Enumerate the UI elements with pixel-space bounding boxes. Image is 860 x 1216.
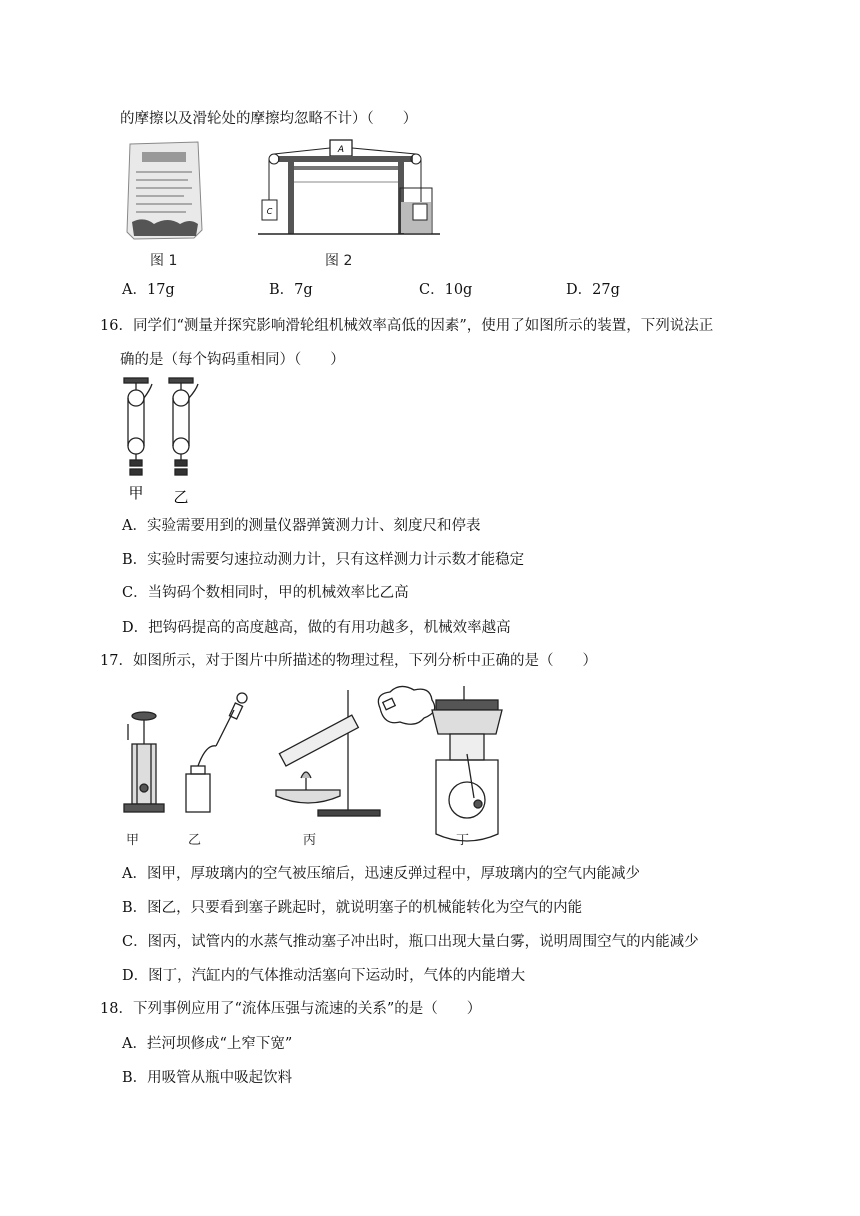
q15-stem-tail: 的摩擦以及滑轮处的摩擦均忽略不计）（ ） xyxy=(120,111,418,127)
q15-figure-2 xyxy=(258,138,440,248)
q16-label-jia: 甲 xyxy=(128,484,144,502)
q17-label-jia: 甲 xyxy=(126,833,140,848)
q17-stem: 17．如图所示，对于图片中所描述的物理过程，下列分析中正确的是（ ） xyxy=(100,653,597,669)
q15-figure-1-caption: 图 1 xyxy=(150,253,178,269)
q18-option-b: B．用吸管从瓶中吸起饮料 xyxy=(122,1070,293,1086)
q15-option-c: C．10g xyxy=(419,282,473,298)
q18-option-a: A．拦河坝修成“上窄下宽” xyxy=(122,1036,293,1052)
q17-figure-energy xyxy=(118,684,508,850)
q16-option-a: A．实验需要用到的测量仪器弹簧测力计、刻度尺和停表 xyxy=(122,518,481,534)
q16-figure-pulleys xyxy=(118,376,210,508)
q16-option-d: D．把钩码提高的高度越高，做的有用功越多，机械效率越高 xyxy=(122,620,511,636)
q17-option-c: C．图丙，试管内的水蒸气推动塞子冲出时，瓶口出现大量白雾，说明周围空气的内能减少 xyxy=(122,934,699,950)
q18-stem: 18．下列事例应用了“流体压强与流速的关系”的是（ ） xyxy=(100,1001,482,1017)
q15-option-b: B．7g xyxy=(269,282,313,298)
q17-label-bing: 丙 xyxy=(303,833,317,848)
q15-option-d: D．27g xyxy=(566,282,620,298)
q17-label-ding: 丁 xyxy=(456,833,470,848)
q16-option-b: B．实验时需要匀速拉动测力计，只有这样测力计示数才能稳定 xyxy=(122,552,525,568)
block-a-label: A xyxy=(337,145,345,155)
weight-c-label: C xyxy=(266,207,273,216)
q16-stem-line1: 16．同学们“测量并探究影响滑轮组机械效率高低的因素”，使用了如图所示的装置，下列说法正 xyxy=(100,318,714,334)
q17-label-yi: 乙 xyxy=(188,833,202,848)
q15-figure-1 xyxy=(124,140,206,242)
q15-figure-2-caption: 图 2 xyxy=(325,253,353,269)
q17-option-d: D．图丁，汽缸内的气体推动活塞向下运动时，气体的内能增大 xyxy=(122,968,526,984)
q17-option-b: B．图乙，只要看到塞子跳起时，就说明塞子的机械能转化为空气的内能 xyxy=(122,900,583,916)
q16-stem-line2: 确的是（每个钩码重相同）（ ） xyxy=(120,352,345,368)
q15-option-a: A．17g xyxy=(122,282,175,298)
q17-option-a: A．图甲，厚玻璃内的空气被压缩后，迅速反弹过程中，厚玻璃内的空气内能减少 xyxy=(122,866,640,882)
q16-label-yi: 乙 xyxy=(173,488,189,506)
q16-option-c: C．当钩码个数相同时，甲的机械效率比乙高 xyxy=(122,585,409,601)
